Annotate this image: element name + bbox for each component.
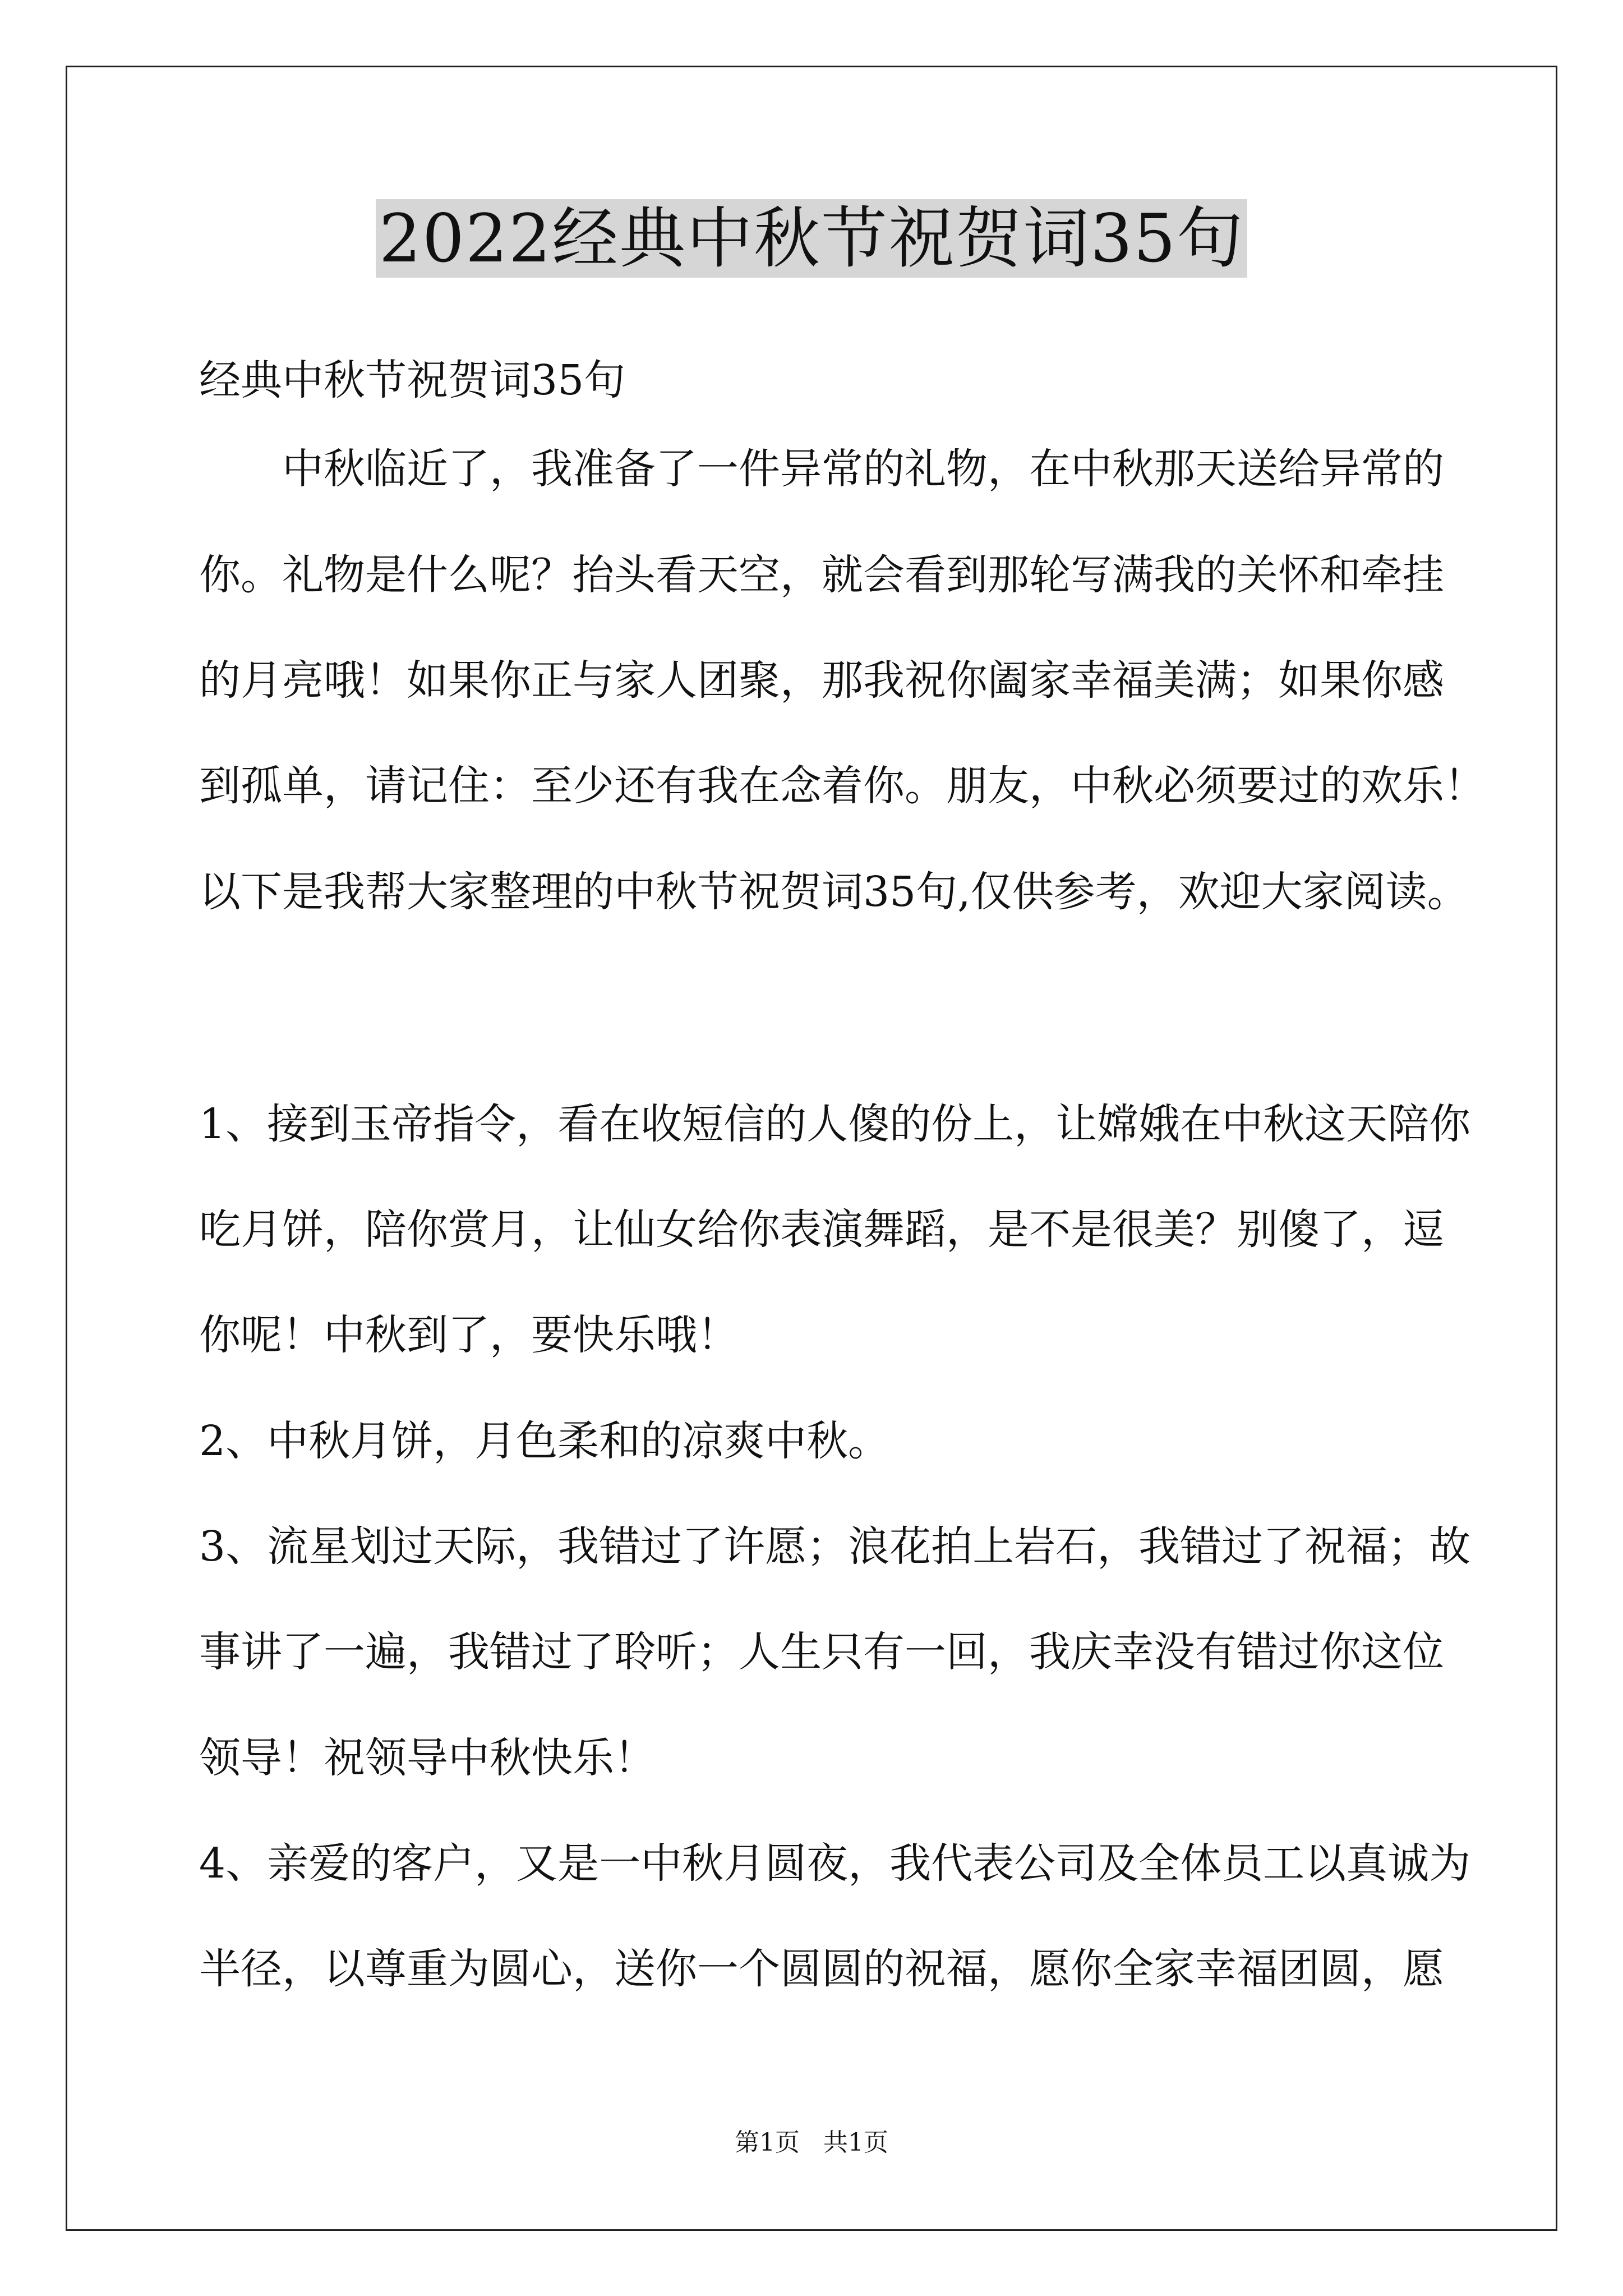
list-item-line: 4、亲爱的客户，又是一中秋月圆夜，我代表公司及全体员工以真诚为 (199, 1839, 1471, 1888)
title-container (0, 199, 1623, 278)
list-item-line: 领导！祝领导中秋快乐！ (199, 1734, 656, 1782)
list-item-line: 吃月饼，陪你赏月，让仙女给你表演舞蹈，是不是很美？别傻了，逗 (199, 1205, 1444, 1254)
body-line: 你。礼物是什么呢？抬头看天空，就会看到那轮写满我的关怀和牵挂 (199, 551, 1444, 599)
list-item-line: 半径，以尊重为圆心，送你一个圆圆的祝福，愿你全家幸福团圆，愿 (199, 1945, 1444, 1993)
page-total: 共1页 (823, 2128, 888, 2157)
page-number: 第1页 (735, 2128, 800, 2157)
body-line: 的月亮哦！如果你正与家人团聚，那我祝你阖家幸福美满；如果你感 (199, 656, 1444, 705)
list-item-line: 事讲了一遍，我错过了聆听；人生只有一回，我庆幸没有错过你这位 (199, 1628, 1444, 1676)
body-line: 中秋临近了，我准备了一件异常的礼物，在中秋那天送给异常的 (199, 445, 1444, 493)
list-item-line: 1、接到玉帝指令，看在收短信的人傻的份上，让嫦娥在中秋这天陪你 (199, 1100, 1471, 1148)
list-item-line: 3、流星划过天际，我错过了许愿；浪花拍上岩石，我错过了祝福；故 (199, 1522, 1471, 1571)
document-subtitle: 经典中秋节祝贺词35句 (199, 356, 626, 404)
list-item-line: 2、中秋月饼，月色柔和的凉爽中秋。 (199, 1417, 890, 1465)
body-line: 以下是我帮大家整理的中秋节祝贺词35句,仅供参考，欢迎大家阅读。 (199, 868, 1469, 916)
document-title: 2022经典中秋节祝贺词35句 (376, 199, 1247, 278)
body-line: 到孤单，请记住：至少还有我在念着你。朋友，中秋必须要过的欢乐！ (199, 762, 1486, 810)
list-item-line: 你呢！中秋到了，要快乐哦！ (199, 1311, 739, 1359)
page-footer (0, 2126, 1623, 2160)
